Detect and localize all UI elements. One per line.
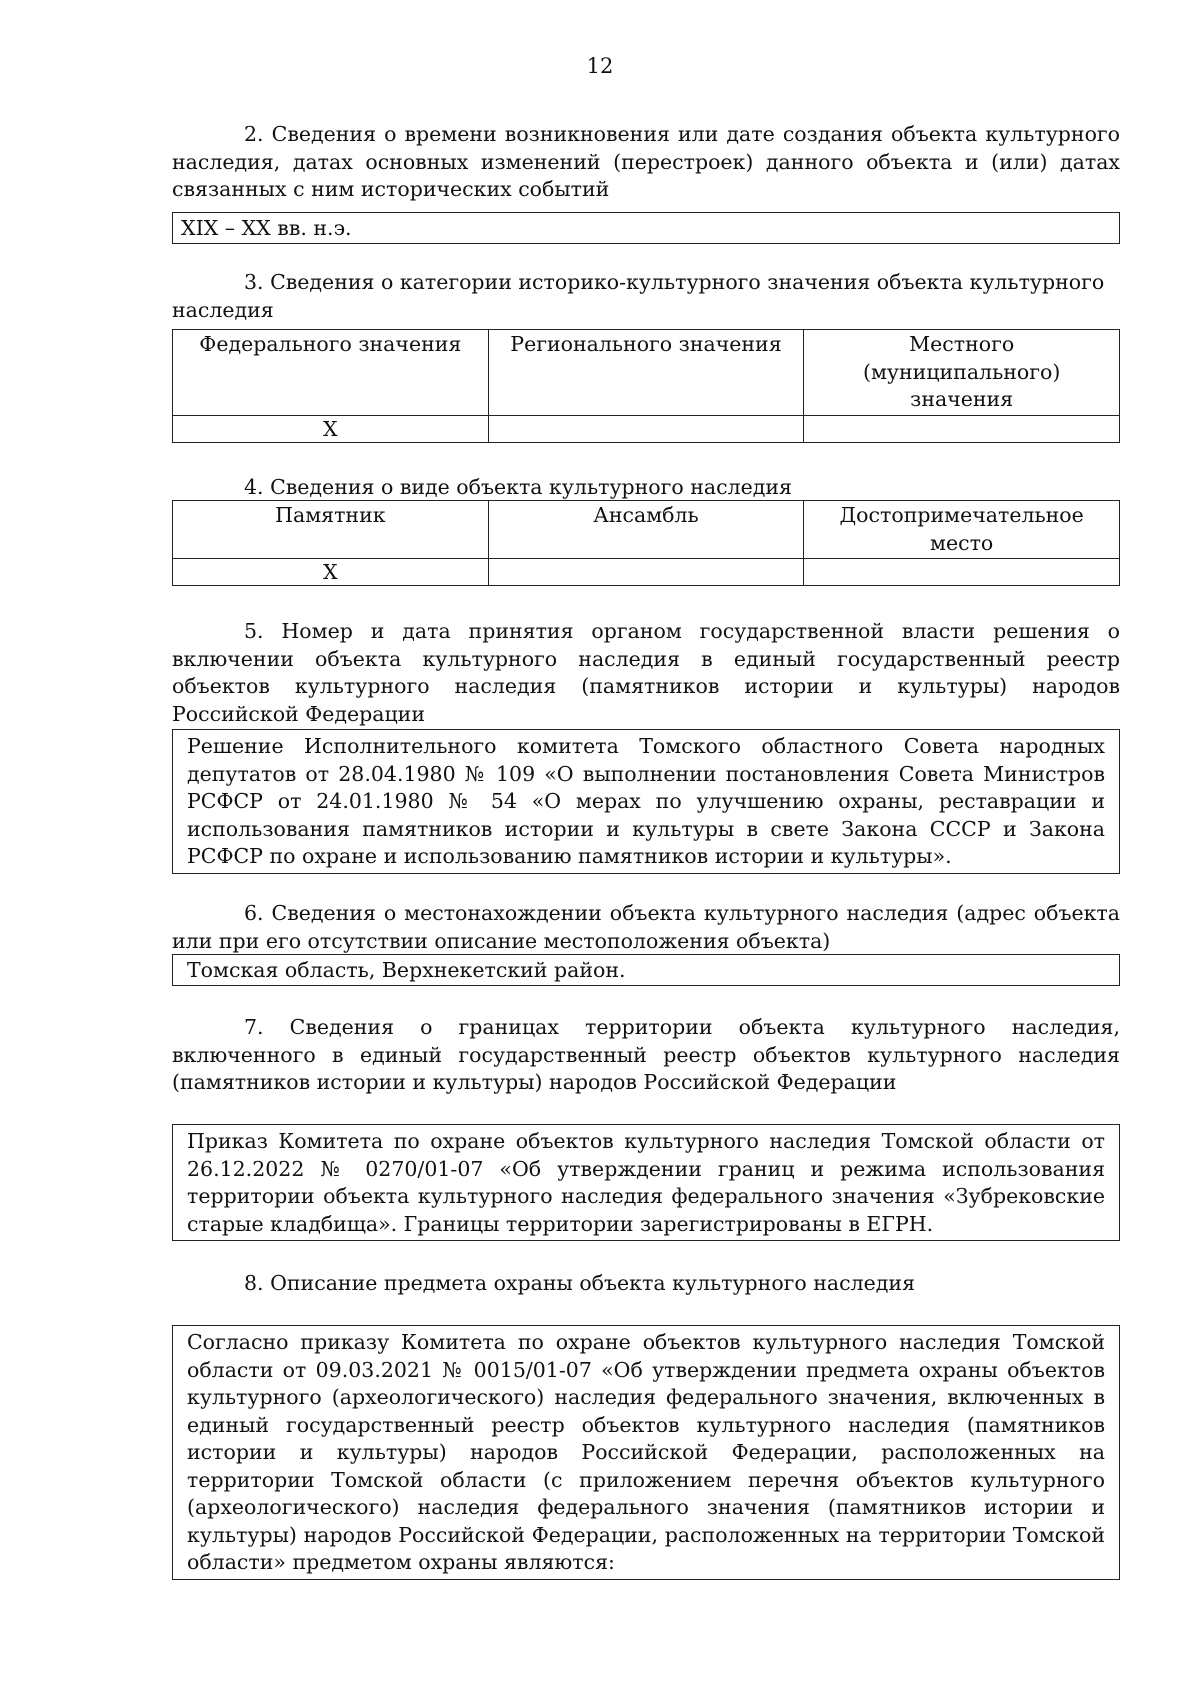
section8-heading <box>172 1270 1120 1298</box>
section7-value-box <box>172 1124 1120 1241</box>
section2-value-box <box>172 212 1120 244</box>
section3-col-federal: Федерального значения <box>173 330 489 416</box>
section4-mark-row <box>173 559 1120 586</box>
section2-heading <box>172 121 1120 204</box>
section3-col-local: Местного (муниципального) значения <box>804 330 1120 416</box>
section3-heading-text: 3. Сведения о категории историко-культурного значения объекта культурного наследия <box>172 270 1105 322</box>
section2-value: XIX – XX вв. н.э. <box>181 216 352 240</box>
section7-value: Приказ Комитета по охране объектов культурного наследия Томской области от 26.12.2022 № 0270/01-07 «Об утверждении границ и режима использования территории объекта культурного наследия федерального значения «Зубрековские старые кладбища». Границы территории зарегистрированы в ЕГРН. <box>187 1129 1105 1236</box>
section6-value: Томская область, Верхнекетский район. <box>187 958 626 982</box>
section4-header-row <box>173 501 1120 559</box>
section3-mark-local <box>804 415 1120 442</box>
section3-col-regional: Регионального значения <box>488 330 804 416</box>
section4-heading-text: 4. Сведения о виде объекта культурного наследия <box>244 475 792 499</box>
page-number: 12 <box>586 54 614 78</box>
section5-heading <box>172 618 1120 728</box>
section5-value: Решение Исполнительного комитета Томского областного Совета народных депутатов от 28.04.1980 № 109 «О выполнении постановления Совета Министров РСФСР от 24.01.1980 № 54 «О мерах по улучшению охраны, реставрации и использования памятников истории и культуры в свете Закона СССР и Закона РСФСР по охране и использованию памятников истории и культуры». <box>187 734 1105 868</box>
section6-heading <box>172 900 1120 955</box>
section2-heading-text: 2. Сведения о времени возникновения или дате создания объекта культурного наследия, датах основных изменений (перестроек) данного объекта и (или) датах связанных с ним исторических событий <box>172 122 1120 201</box>
section7-heading <box>172 1014 1120 1097</box>
section4-table <box>172 500 1120 586</box>
section4-col-monument: Памятник <box>173 501 489 559</box>
section3-mark-regional <box>488 415 804 442</box>
section4-mark-monument: X <box>173 559 489 586</box>
section4-col-landmark: Достопримечательное место <box>804 501 1120 559</box>
section3-header-row <box>173 330 1120 416</box>
section7-heading-text: 7. Сведения о границах территории объекта культурного наследия, включенного в единый государственный реестр объектов культурного наследия (памятников истории и культуры) народов Российской Федерации <box>172 1015 1120 1094</box>
section8-heading-text: 8. Описание предмета охраны объекта культурного наследия <box>244 1271 916 1295</box>
section5-heading-text: 5. Номер и дата принятия органом государственной власти решения о включении объекта культурного наследия в единый государственный реестр объектов культурного наследия (памятников истории и культуры) народов Российской Федерации <box>172 619 1120 726</box>
section6-value-box <box>172 954 1120 986</box>
section3-mark-federal: X <box>173 415 489 442</box>
section4-col-ensemble: Ансамбль <box>488 501 804 559</box>
section4-mark-ensemble <box>488 559 804 586</box>
section6-heading-text: 6. Сведения о местонахождении объекта культурного наследия (адрес объекта или при его отсутствии описание местоположения объекта) <box>172 901 1120 953</box>
section3-mark-row <box>173 415 1120 442</box>
section8-value-box <box>172 1325 1120 1580</box>
section4-heading <box>172 474 1120 502</box>
section3-table <box>172 329 1120 443</box>
section5-value-box <box>172 729 1120 874</box>
section8-value: Согласно приказу Комитета по охране объектов культурного наследия Томской области от 09.03.2021 № 0015/01-07 «Об утверждении предмета охраны объектов культурного (археологического) наследия федерального значения, включенных в единый государственный реестр объектов культурного наследия (памятников истории и культуры) народов Российской Федерации, расположенных на территории Томской области (с приложением перечня объектов культурного (археологического) наследия федерального значения (памятников истории и культуры) народов Российской Федерации, расположенных на территории Томской области» предметом охраны являются: <box>187 1330 1105 1574</box>
section4-mark-landmark <box>804 559 1120 586</box>
section3-heading <box>172 269 1120 324</box>
